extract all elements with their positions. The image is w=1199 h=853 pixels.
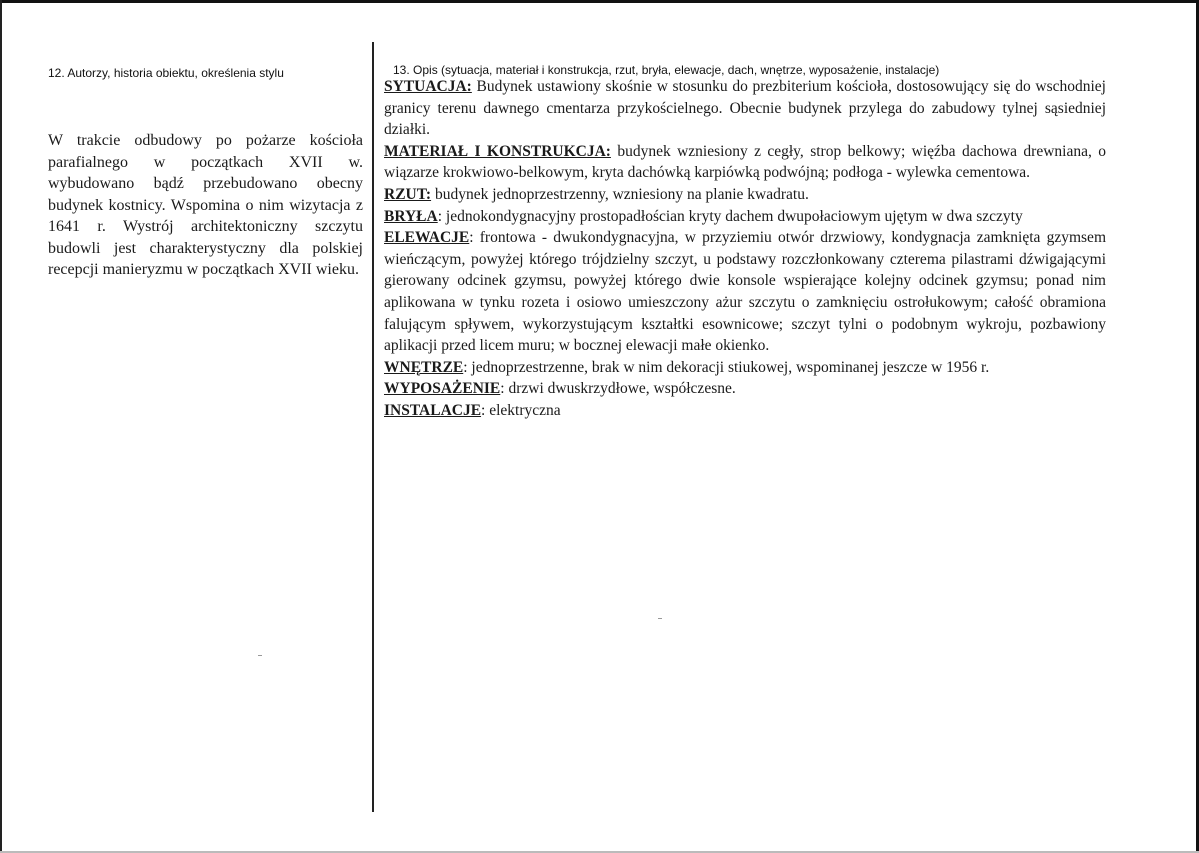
plan-label: RZUT: <box>384 185 432 203</box>
massing-text: : jednokondygnacyjny prostopadłościan kryty dachem dwupołaciowym ujętym w dwa szczyty <box>437 207 1023 225</box>
material-paragraph <box>384 141 1106 184</box>
situation-label: SYTUACJA: <box>384 78 472 95</box>
scan-speck <box>258 655 262 656</box>
section-13-column <box>384 64 1106 422</box>
furnishing-text: : drzwi dwuskrzydłowe, współczesne. <box>500 380 736 398</box>
section-12-body: W trakcie odbudowy po pożarze kościoła parafialnego w początkach XVII w. wybudowano bądź przebudowano obecny budynek kostnicy. Wspomina o nim wizytacja z 1641 r. Wystrój architektoniczny szczytu budowli jest charakterystyczny dla polskiej recepcji manieryzmu w początkach XVII wieku. <box>48 132 363 278</box>
section-12-column <box>48 66 363 281</box>
elevations-text: : frontowa - dwukondygnacyjna, w przyziemiu otwór drzwiowy, kondygnacja zamknięta gzymsem wieńczącym, powyżej którego trójdzielny szczyt, u podstawy rozczłonkowany czterema pilastrami dźwigającymi gierowany odcinek gzymsu, powyżej którego dwie konsole wspierające kolejny odcinek gzymsu; ponad nim aplikowana w tynku rozeta i osiowo umieszczony ażur szczytu o zamknięciu ostrołukowym; całość obramiona falującym spływem, wykorzystującym kształtki esownicowe; szczyt tylni o podobnym wykroju, pozbawiony aplikacji przed licem muru; w bocznej elewacji małe okienko. <box>384 229 1106 355</box>
massing-label: BRYŁA <box>384 207 438 225</box>
installations-label: INSTALACJE <box>384 401 482 419</box>
interior-text: : jednoprzestrzenne, brak w nim dekoracji stiukowej, wspominanej jeszcze w 1956 r. <box>463 358 990 376</box>
scan-edge-left <box>0 0 2 853</box>
installations-paragraph <box>384 400 1106 422</box>
scan-edge-top <box>0 0 1199 3</box>
furnishing-paragraph <box>384 378 1106 400</box>
section-13-header: 13. Opis (sytuacja, materiał i konstrukcja, rzut, bryła, elewacje, dach, wnętrze, wyposażenie, instalacje) <box>393 63 940 77</box>
installations-text: : elektryczna <box>481 401 561 419</box>
material-text: budynek wzniesiony z cegły, strop belkowy; więźba dachowa drewniana, o wiązarze krokwiowo-belkowym, kryta dachówką karpiówką podwójną; podłoga - wylewka cementowa. <box>384 142 1106 182</box>
situation-text: Budynek ustawiony skośnie w stosunku do prezbiterium kościoła, dostosowujący się do wschodniej granicy terenu dawnego cmentarza przykościelnego. Obecnie budynek przylega do zabudowy tylnej sąsiedniej działki. <box>384 78 1106 139</box>
elevations-paragraph <box>384 227 1106 357</box>
plan-text: budynek jednoprzestrzenny, wzniesiony na planie kwadratu. <box>431 185 809 203</box>
massing-paragraph <box>384 206 1106 228</box>
furnishing-label: WYPOSAŻENIE <box>384 380 501 398</box>
section-12-header: 12. Autorzy, historia obiektu, określenia stylu <box>48 66 284 80</box>
situation-paragraph <box>384 76 1106 141</box>
plan-paragraph <box>384 184 1106 206</box>
section-13-body <box>384 76 1106 422</box>
interior-label: WNĘTRZE <box>384 358 464 376</box>
material-label: MATERIAŁ I KONSTRUKCJA: <box>384 142 611 160</box>
scan-speck <box>658 618 662 619</box>
interior-paragraph <box>384 357 1106 379</box>
elevations-label: ELEWACJE <box>384 229 470 247</box>
column-divider <box>372 42 374 812</box>
